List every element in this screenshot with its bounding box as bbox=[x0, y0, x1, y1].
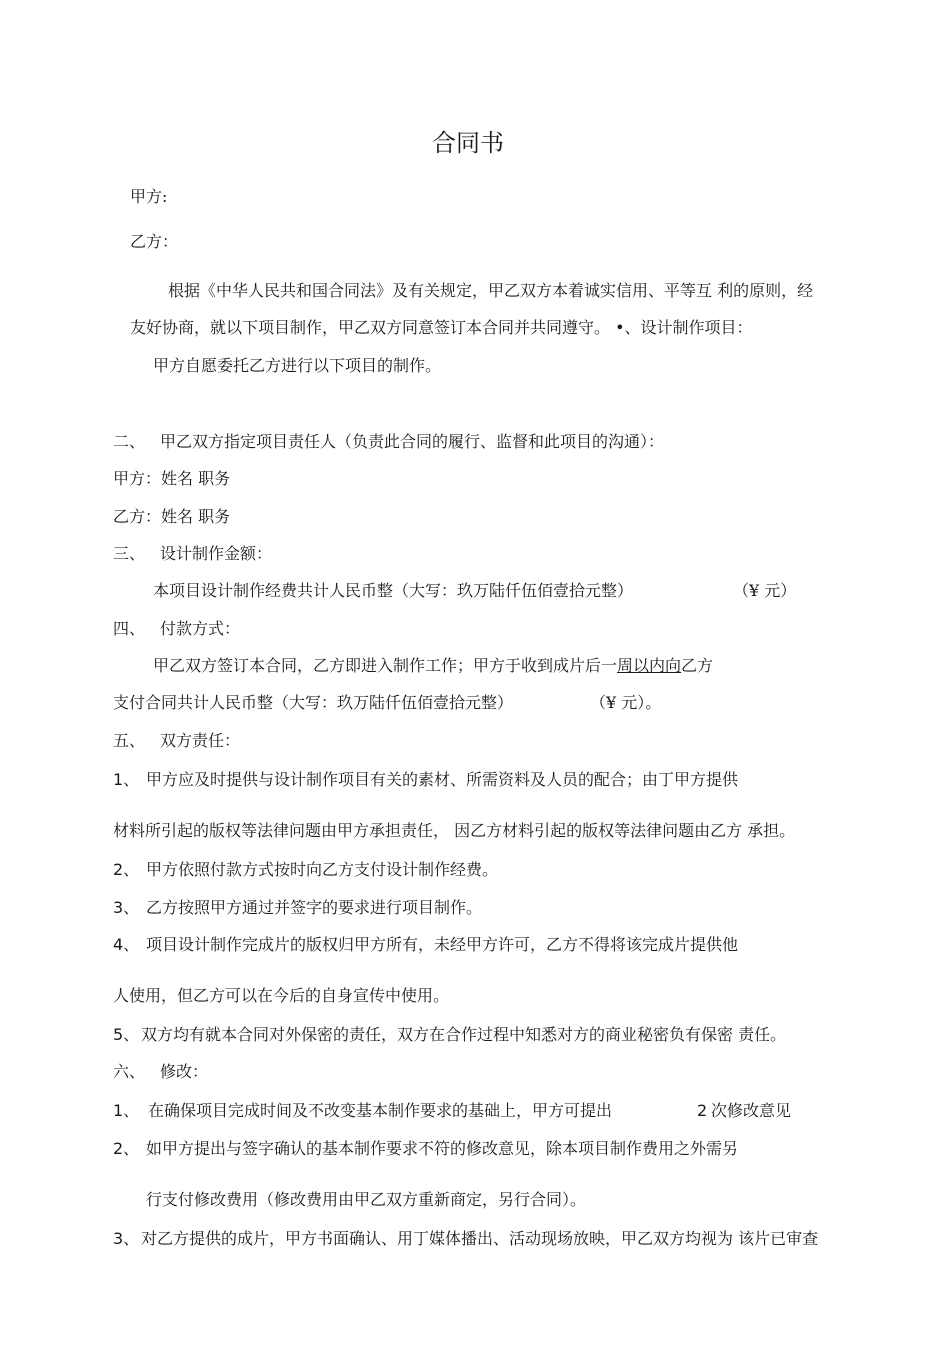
intro-paragraph-line-2: 友好协商，就以下项目制作，甲乙双方同意签订本合同并共同遵守。 •、设计制作项目： bbox=[130, 318, 753, 337]
section-3-heading: 设计制作金额： bbox=[160, 544, 273, 563]
section-5-number: 五、 bbox=[113, 731, 146, 750]
section-6-item-2-number: 2、 bbox=[113, 1139, 140, 1158]
section-2-heading: 甲乙双方指定项目责任人（负责此合同的履行、监督和此项目的沟通）： bbox=[160, 432, 665, 451]
section-5-item-3: 乙方按照甲方通过并签字的要求进行项目制作。 bbox=[146, 898, 483, 917]
section-5-item-4-line-1: 项目设计制作完成片的版权归甲方所有，未经甲方许可，乙方不得将该完成片提供他 bbox=[146, 935, 739, 954]
section-4-body-underlined: 周以内向 bbox=[617, 656, 682, 675]
section-6-item-2-line-2: 行支付修改费用（修改费用由甲乙双方重新商定，另行合同）。 bbox=[146, 1190, 587, 1209]
section-5-item-5-number: 5、 bbox=[113, 1025, 140, 1044]
section-5-heading: 双方责任： bbox=[160, 731, 241, 750]
section-6-heading: 修改： bbox=[160, 1062, 209, 1081]
section-5-item-4-number: 4、 bbox=[113, 935, 140, 954]
section-5-item-1-number: 1、 bbox=[113, 770, 140, 789]
section-5-item-3-number: 3、 bbox=[113, 898, 140, 917]
section-2-party-a: 甲方：姓名 职务 bbox=[113, 469, 231, 488]
section-5-item-2-number: 2、 bbox=[113, 860, 140, 879]
section-4-number: 四、 bbox=[113, 619, 146, 638]
party-b-label: 乙方： bbox=[130, 232, 179, 251]
section-5-item-4-line-2: 人使用，但乙方可以在今后的自身宣传中使用。 bbox=[113, 986, 450, 1005]
section-6-item-3-number: 3、 bbox=[113, 1229, 140, 1248]
section-5-item-2: 甲方依照付款方式按时向乙方支付设计制作经费。 bbox=[146, 860, 499, 879]
section-4-body-part-1: 甲乙双方签订本合同，乙方即进入制作工作；甲方于收到成片后一 bbox=[153, 656, 618, 675]
section-4-amount: （¥ 元）。 bbox=[590, 693, 662, 712]
section-4-body-line-2: 支付合同共计人民币整（大写：玖万陆仟伍佰壹拾元整） bbox=[113, 693, 514, 712]
section-4-body-line-1 bbox=[153, 656, 713, 676]
section-5-item-5: 双方均有就本合同对外保密的责任，双方在合作过程中知悉对方的商业秘密负有保密 责任。 bbox=[141, 1025, 787, 1044]
section-5-item-1-line-2: 材料所引起的版权等法律问题由甲方承担责任， 因乙方材料引起的版权等法律问题由乙方 承担。 bbox=[113, 821, 796, 840]
section-6-item-1-number: 1、 bbox=[113, 1101, 140, 1120]
section-6-item-1-tail: 次修改意见 bbox=[711, 1101, 792, 1120]
section-6-number: 六、 bbox=[113, 1062, 146, 1081]
section-3-body: 本项目设计制作经费共计人民币整（大写：玖万陆仟伍佰壹拾元整） bbox=[153, 581, 634, 600]
section-5-item-1-line-1: 甲方应及时提供与设计制作项目有关的素材、所需资料及人员的配合；由丁甲方提供 bbox=[146, 770, 739, 789]
section-3-number: 三、 bbox=[113, 544, 146, 563]
section-6-item-3: 对乙方提供的成片，甲方书面确认、用丁媒体播出、活动现场放映，甲乙双方均视为 该片已审查 bbox=[141, 1229, 819, 1248]
section-6-item-2-line-1: 如甲方提出与签字确认的基本制作要求不符的修改意见，除本项目制作费用之外需另 bbox=[146, 1139, 739, 1158]
intro-paragraph-line-1: 根据《中华人民共和国合同法》及有关规定，甲乙双方本着诚实信用、平等互 利的原则，经 bbox=[168, 281, 814, 300]
section-3-amount: （¥ 元） bbox=[733, 581, 797, 600]
section-2-number: 二、 bbox=[113, 432, 146, 451]
section-2-party-b: 乙方：姓名 职务 bbox=[113, 507, 231, 526]
party-a-label: 甲方: bbox=[130, 187, 168, 206]
page-title: 合同书 bbox=[432, 129, 504, 157]
section-4-heading: 付款方式： bbox=[160, 619, 241, 638]
intro-paragraph-line-3: 甲方自愿委托乙方进行以下项目的制作。 bbox=[153, 356, 442, 375]
section-6-item-1-count: 2 bbox=[697, 1101, 708, 1120]
section-4-body-part-2: 乙方 bbox=[681, 656, 714, 675]
section-6-item-1: 在确保项目完成时间及不改变基本制作要求的基础上，甲方可提出 bbox=[148, 1101, 613, 1120]
